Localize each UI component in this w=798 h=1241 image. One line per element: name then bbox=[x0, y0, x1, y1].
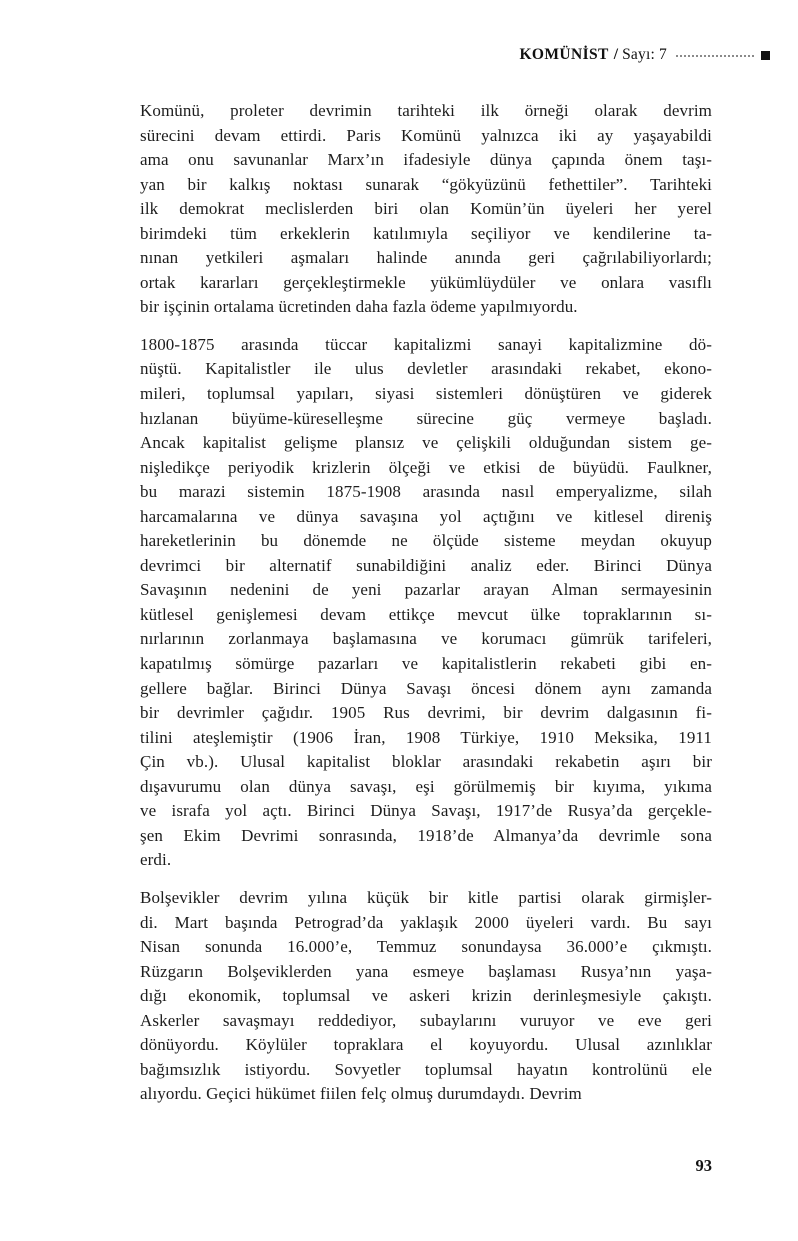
text-line: erdi. bbox=[140, 850, 172, 870]
body-text bbox=[140, 99, 712, 1107]
text-line: ve israfa yol açtı. Birinci Dünya Savaşı, 1917’de Rusya’da gerçekle- bbox=[140, 801, 712, 821]
page-header bbox=[140, 46, 770, 64]
text-line: sürecini devam ettirdi. Paris Komünü yalnızca iki ay yaşayabildi bbox=[140, 125, 712, 145]
dotted-leader bbox=[676, 55, 754, 57]
text-line: Savaşının nedenini de yeni pazarlar arayan Alman sermayesinin bbox=[140, 580, 712, 600]
text-line: hareketlerinin bu dönemde ne ölçüde sisteme meydan okuyup bbox=[140, 531, 712, 551]
text-line: alıyordu. Geçici hükümet fiilen felç olmuş durumdaydı. Devrim bbox=[140, 1084, 582, 1104]
text-line: şen Ekim Devrimi sonrasında, 1918’de Almanya’da devrimle sona bbox=[140, 825, 712, 845]
text-line: Bolşevikler devrim yılına küçük bir kitle partisi olarak girmişler- bbox=[140, 887, 712, 907]
text-line: nişledikçe periyodik krizlerin ölçeği ve etkisi de büyüdü. Faulkner, bbox=[140, 457, 712, 477]
text-line: Rüzgarın Bolşeviklerden yana esmeye başlaması Rusya’nın yaşa- bbox=[140, 961, 712, 981]
text-line: devrimci bir alternatif sunabildiğini analiz eder. Birinci Dünya bbox=[140, 555, 712, 575]
text-line: mileri, toplumsal yapıları, siyasi sistemleri dönüştüren ve giderek bbox=[140, 384, 712, 404]
text-line: bir işçinin ortalama ücretinden daha fazla ödeme yapılmıyordu. bbox=[140, 297, 578, 317]
journal-title: KOMÜNİST bbox=[519, 46, 609, 63]
square-marker-icon bbox=[761, 51, 770, 60]
text-line: 1800-1875 arasında tüccar kapitalizmi sanayi kapitalizmine dö- bbox=[140, 334, 712, 354]
text-line: ortak kararları gerçekleştirmekle yükümlüydüler ve onlara vasıflı bbox=[140, 272, 712, 292]
text-line: birimdeki tüm erkeklerin katılımıyla seçiliyor ve kendilerine ta- bbox=[140, 223, 712, 243]
text-line: ilk demokrat meclislerden biri olan Komün’ün üyeleri her yerel bbox=[140, 199, 712, 219]
text-line: dışavurumu olan dünya savaşı, eşi görülmemiş bir kıyıma, yıkıma bbox=[140, 776, 712, 796]
text-line: nınan yetkileri aşmaları halinde anında geri çağrılabiliyorlardı; bbox=[140, 248, 712, 268]
text-line: Komünü, proleter devrimin tarihteki ilk örneği olarak devrim bbox=[140, 101, 712, 120]
text-line: tilini ateşlemiştir (1906 İran, 1908 Türkiye, 1910 Meksika, 1911 bbox=[140, 727, 712, 747]
text-line: bağımsızlık istiyordu. Sovyetler toplumsal hayatın kontrolünü ele bbox=[140, 1059, 712, 1079]
text-line: gellere bağlar. Birinci Dünya Savaşı öncesi dönem aynı zamanda bbox=[140, 678, 712, 698]
text-line: ama onu savunanlar Marx’ın ifadesiyle dünya çapında önem taşı- bbox=[140, 150, 712, 170]
paragraph bbox=[140, 99, 712, 320]
header-separator: / bbox=[613, 46, 619, 63]
text-line: dığı ekonomik, toplumsal ve askeri krizin derinleşmesiyle çakıştı. bbox=[140, 986, 712, 1006]
text-line: bu marazi sistemin 1875-1908 arasında nasıl emperyalizme, silah bbox=[140, 482, 712, 502]
text-line: hızlanan büyüme-küreselleşme sürecine güç vermeye başladı. bbox=[140, 408, 712, 428]
text-line: Ancak kapitalist gelişme plansız ve çelişkili olduğundan sistem ge- bbox=[140, 433, 712, 453]
paragraph bbox=[140, 333, 712, 873]
paragraph bbox=[140, 886, 712, 1107]
text-line: nırlarının zorlanmaya başlamasına ve korumacı gümrük tarifeleri, bbox=[140, 629, 712, 649]
text-line: harcamalarına ve dünya savaşına yol açtığını ve kitlesel direniş bbox=[140, 506, 712, 526]
page-number: 93 bbox=[695, 1156, 712, 1175]
issue-label: Sayı: 7 bbox=[622, 46, 667, 63]
text-line: kütlesel genişlemesi devam ettikçe mevcut ülke topraklarının sı- bbox=[140, 604, 712, 624]
text-line: nüştü. Kapitalistler ile ulus devletler arasındaki rekabet, ekono- bbox=[140, 359, 712, 379]
text-line: Nisan sonunda 16.000’e, Temmuz sonundaysa 36.000’e çıkmıştı. bbox=[140, 937, 712, 957]
text-line: dönüyordu. Köylüler topraklara el koyuyordu. Ulusal azınlıklar bbox=[140, 1035, 712, 1055]
text-line: bir devrimler çağıdır. 1905 Rus devrimi, bir devrim dalgasının fi- bbox=[140, 703, 712, 723]
text-line: Çin vb.). Ulusal kapitalist bloklar arasındaki rekabetin aşırı bir bbox=[140, 752, 712, 772]
text-line: Askerler savaşmayı reddediyor, subaylarını vuruyor ve eve geri bbox=[140, 1010, 712, 1030]
text-line: di. Mart başında Petrograd’da yaklaşık 2000 üyeleri vardı. Bu sayı bbox=[140, 912, 712, 932]
text-line: yan bir kalkış noktası sunarak “gökyüzünü fethettiler”. Tarihteki bbox=[140, 174, 712, 194]
text-line: kapatılmış sömürge pazarları ve kapitalistlerin rekabeti gibi en- bbox=[140, 654, 712, 674]
